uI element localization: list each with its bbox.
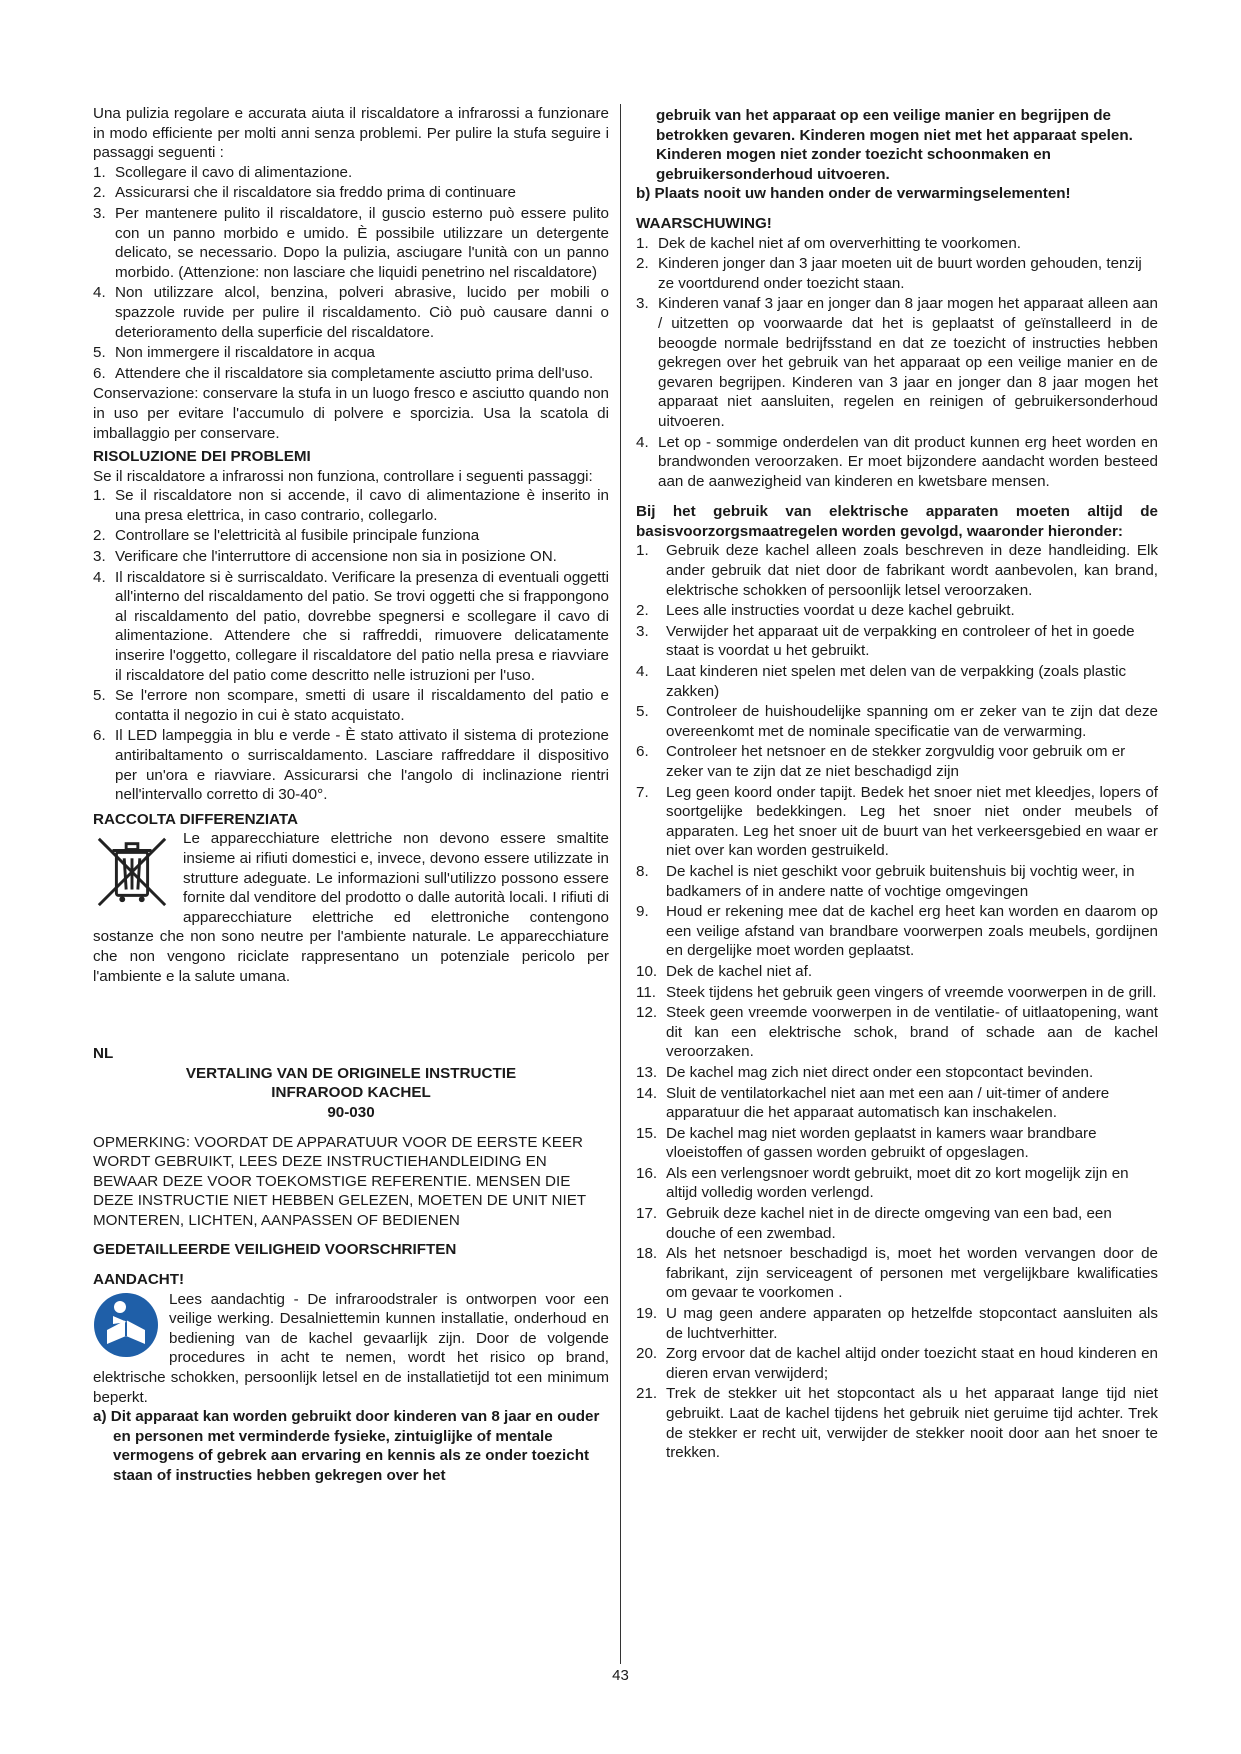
list-item: 5. Non immergere il riscaldatore in acqua <box>93 344 375 362</box>
list-item: 17. Gebruik deze kachel niet in de directe omgeving van een bad, een douche of een zwembad. <box>636 1205 1112 1242</box>
list-item: 5. Controleer de huishoudelijke spanning om er zeker van te zijn dat deze overeenkomt met de nominale specificatie van de verwarming. <box>636 703 1158 740</box>
list-item: 18. Als het netsnoer beschadigd is, moet het worden vervangen door de fabrikant, zijn serviceagent of personen met vergelijkbare kwalificaties om gevaar te voorkomen . <box>636 1245 1158 1302</box>
list-item: 12. Steek geen vreemde voorwerpen in de ventilatie- of uitlaatopening, want dit kan een elektrische schok, brand of schade aan de kachel veroorzaken. <box>636 1004 1158 1061</box>
recycling-block <box>93 829 609 986</box>
title-line-2: INFRAROOD KACHEL <box>271 1084 431 1102</box>
list-item: 20. Zorg ervoor dat de kachel altijd onder toezicht staat en houd kinderen en dieren ervan verwijderd; <box>636 1345 1158 1382</box>
list-item: 5. Se l'errore non scompare, smetti di usare il riscaldamento del patio e contatta il negozio in cui è stato acquistato. <box>93 687 609 724</box>
safety-heading: GEDETAILLEERDE VEILIGHEID VOORSCHRIFTEN <box>93 1241 457 1259</box>
point-a: a) Dit apparaat kan worden gebruikt door kinderen van 8 jaar en ouder en personen met verminderde fysieke, zintuiglijke of mentale vermogens of gebrek aan ervaring en kennis als ze onder toezicht staan of instructies hebben gekregen over het <box>93 1408 600 1484</box>
list-item: 3. Per mantenere pulito il riscaldatore, il guscio esterno può essere pulito con un panno morbido e umido. È possibile utilizzare un detergente delicato, se necessario. Dopo la pulizia, asciugare l'unità con un panno morbido. (Attenzione: non lasciare che liquidi penetrino nel riscaldatore) <box>93 204 609 281</box>
attention-heading: AANDACHT! <box>93 1271 185 1289</box>
list-item: 13. De kachel mag zich niet direct onder een stopcontact bevinden. <box>636 1063 1094 1081</box>
point-a-continued: gebruik van het apparaat op een veilige manier en begrijpen de betrokken gevaren. Kinderen mogen niet met het apparaat spelen. Kinderen mogen niet zonder toezicht schoonmaken en gebruikersonderhoud uitvoeren. <box>656 107 1133 183</box>
title-line-1: VERTALING VAN DE ORIGINELE INSTRUCTIE <box>185 1064 517 1082</box>
list-item: 16. Als een verlengsnoer wordt gebruikt, moet dit zo kort mogelijk zijn en altijd volledig worden verlengd. <box>636 1164 1129 1202</box>
list-item: 2. Controllare se l'elettricità al fusibile principale funziona <box>93 527 480 545</box>
list-item: 6. Attendere che il riscaldatore sia completamente asciutto prima dell'uso. <box>93 364 594 382</box>
list-item: 21. Trek de stekker uit het stopcontact als u het apparaat lange tijd niet gebruikt. Laat de kachel tijdens het gebruik niet geruime tijd achter. Trek de stekker er recht uit, verwijder de stekker nooit door aan het snoer te trekken. <box>636 1385 1158 1462</box>
list-item: 7. Leg geen koord onder tapijt. Bedek het snoer niet met kleedjes, lopers of soortgelijke bedekkingen. Leg het snoer niet onder meubels of apparaten. Leg het snoer uit de buurt van het verkeersgebied en waar er niet over kan worden gestruikeld. <box>636 783 1158 860</box>
column-divider <box>620 104 621 1664</box>
title-line-3: 90-030 <box>327 1103 375 1121</box>
list-item: 1. Se il riscaldatore non si accende, il cavo di alimentazione è inserito in una presa elettrica, in caso contrario, collegarlo. <box>93 487 609 524</box>
list-item: 19. U mag geen andere apparaten op hetzelfde stopcontact aansluiten als de luchtverhitter. <box>636 1305 1158 1342</box>
list-item: 11. Steek tijdens het gebruik geen vingers of vreemde voorwerpen in de grill. <box>636 983 1157 1001</box>
list-item: 3. Kinderen vanaf 3 jaar en jonger dan 8 jaar mogen het apparaat alleen aan / uitzetten op voorwaarde dat het is geplaatst of geïnstalleerd in de beoogde normale bedrijfsstand en dat ze toezicht of instructies hebben gekregen over het gebruik van het apparaat op een veilige manier en de gevaren begrijpen. Kinderen van 3 jaar en jonger dan 8 jaar mogen het apparaat niet aansluiten, regelen en reinigen of gebruikersonderhoud uitvoeren. <box>636 295 1158 430</box>
list-item: 8. De kachel is niet geschikt voor gebruik buitenshuis bij vochtig weer, in badkamers of in andere natte of vochtige omgevingen <box>636 862 1135 900</box>
cleaning-steps-list <box>93 163 609 384</box>
list-item: 1. Dek de kachel niet af om oververhitting te voorkomen. <box>636 234 1021 252</box>
storage-text: Conservazione: conservare la stufa in un luogo fresco e asciutto quando non in uso per evitare l'accumulo di polvere e sporcizia. Usa la scatola di imballaggio per conservare. <box>93 385 609 442</box>
list-item: 14. Sluit de ventilatorkachel niet aan met een aan / uit-timer of andere apparatuur die het apparaat automatisch kan inschakelen. <box>636 1084 1110 1122</box>
list-item: 4. Let op - sommige onderdelen van dit product kunnen erg heet worden en brandwonden veroorzaken. Er moet bijzondere aandacht worden besteed aan de aanwezigheid van kinderen en kwetsbare mensen. <box>636 433 1158 490</box>
list-item: 4. Il riscaldatore si è surriscaldato. Verificare la presenza di eventuali oggetti all'interno del riscaldamento del patio. Se trovi oggetti che si frappongono al riscaldamento del patio, dovrebbe spegnersi e scollegare il cavo di alimentazione. Attendere che si raffreddi, rimuovere delicatamente inserire l'oggetto, collegare il riscaldatore del patio nella presa e riavviare il riscaldatore del patio come descritto nelle istruzioni per l'uso. <box>93 568 609 684</box>
list-item: 6. Controleer het netsnoer en de stekker zorgvuldig voor gebruik om er zeker van te zijn dat ze niet beschadigd zijn <box>636 743 1126 780</box>
list-item: 3. Verificare che l'interruttore di accensione non sia in posizione ON. <box>93 548 557 566</box>
attention-text: Lees aandachtig - De infraroodstraler is ontworpen voor een veilige werking. Desalniettemin kunnen installatie, onderhoud en bediening van de kachel gevaarlijk zijn. Door de volgende procedures in acht te nemen, wordt het risico op brand, elektrische schokken, persoonlijk letsel en de installatietijd tot een minimum beperkt. <box>93 1290 609 1406</box>
point-b: b) Plaats nooit uw handen onder de verwarmingselementen! <box>636 185 1071 203</box>
troubleshooting-heading: RISOLUZIONE DEI PROBLEMI <box>93 448 311 466</box>
list-item: 6. Il LED lampeggia in blu e verde - È stato attivato il sistema di protezione antiribaltamento o surriscaldamento. Lasciare raffreddare il dispositivo per un'ora e riavviare. Assicurarsi che l'angolo di inclinazione rientri nell'intervallo corretto di 30-40°. <box>93 727 609 804</box>
list-item: 9. Houd er rekening mee dat de kachel erg heet kan worden en daarom op een veilige afstand van brandbare voorwerpen zoals meubels, gordijnen en dergelijke moet worden geplaatst. <box>636 903 1158 960</box>
recycling-heading: RACCOLTA DIFFERENZIATA <box>93 810 298 828</box>
list-item: 10. Dek de kachel niet af. <box>636 962 813 980</box>
list-item: 3. Verwijder het apparaat uit de verpakking en controleer of het in goede staat is voordat u het gebruikt. <box>636 622 1135 660</box>
right-column <box>636 106 1158 1464</box>
list-item: 1. Gebruik deze kachel alleen zoals beschreven in deze handleiding. Elk ander gebruik dat niet door de fabrikant wordt aanbevolen, kan brand, elektrische schokken of persoonlijk letsel veroorzaken. <box>636 542 1158 599</box>
precautions-heading: Bij het gebruik van elektrische apparaten moeten altijd de basisvoorzorgsmaatregelen worden gevolgd, waaronder hieronder: <box>636 503 1158 540</box>
list-item: 4. Laat kinderen niet spelen met delen van de verpakking (zoals plastic zakken) <box>636 663 1127 700</box>
language-label: NL <box>93 1045 114 1063</box>
troubleshooting-list <box>93 486 609 805</box>
precautions-list <box>636 541 1158 1462</box>
list-item: 15. De kachel mag niet worden geplaatst in kamers waar brandbare vloeistoffen of gassen worden gebruikt of opgeslagen. <box>636 1124 1097 1162</box>
troubleshooting-intro: Se il riscaldatore a infrarossi non funziona, controllare i seguenti passaggi: <box>93 467 593 485</box>
cleaning-intro: Una pulizia regolare e accurata aiuta il riscaldatore a infrarossi a funzionare in modo efficiente per molti anni senza problemi. Per pulire la stufa seguire i passaggi seguenti : <box>93 105 609 162</box>
list-item: 4. Non utilizzare alcol, benzina, polveri abrasive, lucido per mobili o spazzole ruvide per pulire il riscaldamento. Ciò può causare danni o deterioramento della superficie del riscaldatore. <box>93 284 609 341</box>
left-column <box>93 104 609 1486</box>
list-item: 2. Lees alle instructies voordat u deze kachel gebruikt. <box>636 602 1015 620</box>
list-item: 2. Kinderen jonger dan 3 jaar moeten uit de buurt worden gehouden, tenzij ze voortdurend onder toezicht staan. <box>636 255 1142 292</box>
read-manual-icon <box>93 1292 159 1358</box>
recycling-text: Le apparecchiature elettriche non devono essere smaltite insieme ai rifiuti domestici e, invece, devono essere utilizzate in strutture adeguate. Le informazioni sull'utilizzo possono essere fornite dal venditore del prodotto o dalle autorità locali. I rifiuti di apparecchiature elettriche ed elettroniche contengono sostanze che non sono neutre per l'ambiente naturale. Le apparecchiature che non vengono riciclate rappresentano un potenziale pericolo per l'ambiente e la salute umana. <box>93 830 609 985</box>
crossed-bin-icon <box>93 831 171 909</box>
notice-text: OPMERKING: VOORDAT DE APPARATUUR VOOR DE EERSTE KEER WORDT GEBRUIKT, LEES DEZE INSTRUCTIEHANDLEIDING EN BEWAAR DEZE VOOR TOEKOMSTIGE REFERENTIE. MENSEN DIE DEZE INSTRUCTIE NIET HEBBEN GELEZEN, MOETEN DE UNIT NIET MONTEREN, LICHTEN, AANPASSEN OF BEDIENEN <box>93 1133 586 1229</box>
list-item: 1. Scollegare il cavo di alimentazione. <box>93 163 353 181</box>
page-number: 43 <box>612 1667 629 1684</box>
list-item: 2. Assicurarsi che il riscaldatore sia freddo prima di continuare <box>93 184 516 202</box>
warnings-list <box>636 234 1158 492</box>
warning-heading: WAARSCHUWING! <box>636 214 772 232</box>
attention-block <box>93 1290 609 1408</box>
